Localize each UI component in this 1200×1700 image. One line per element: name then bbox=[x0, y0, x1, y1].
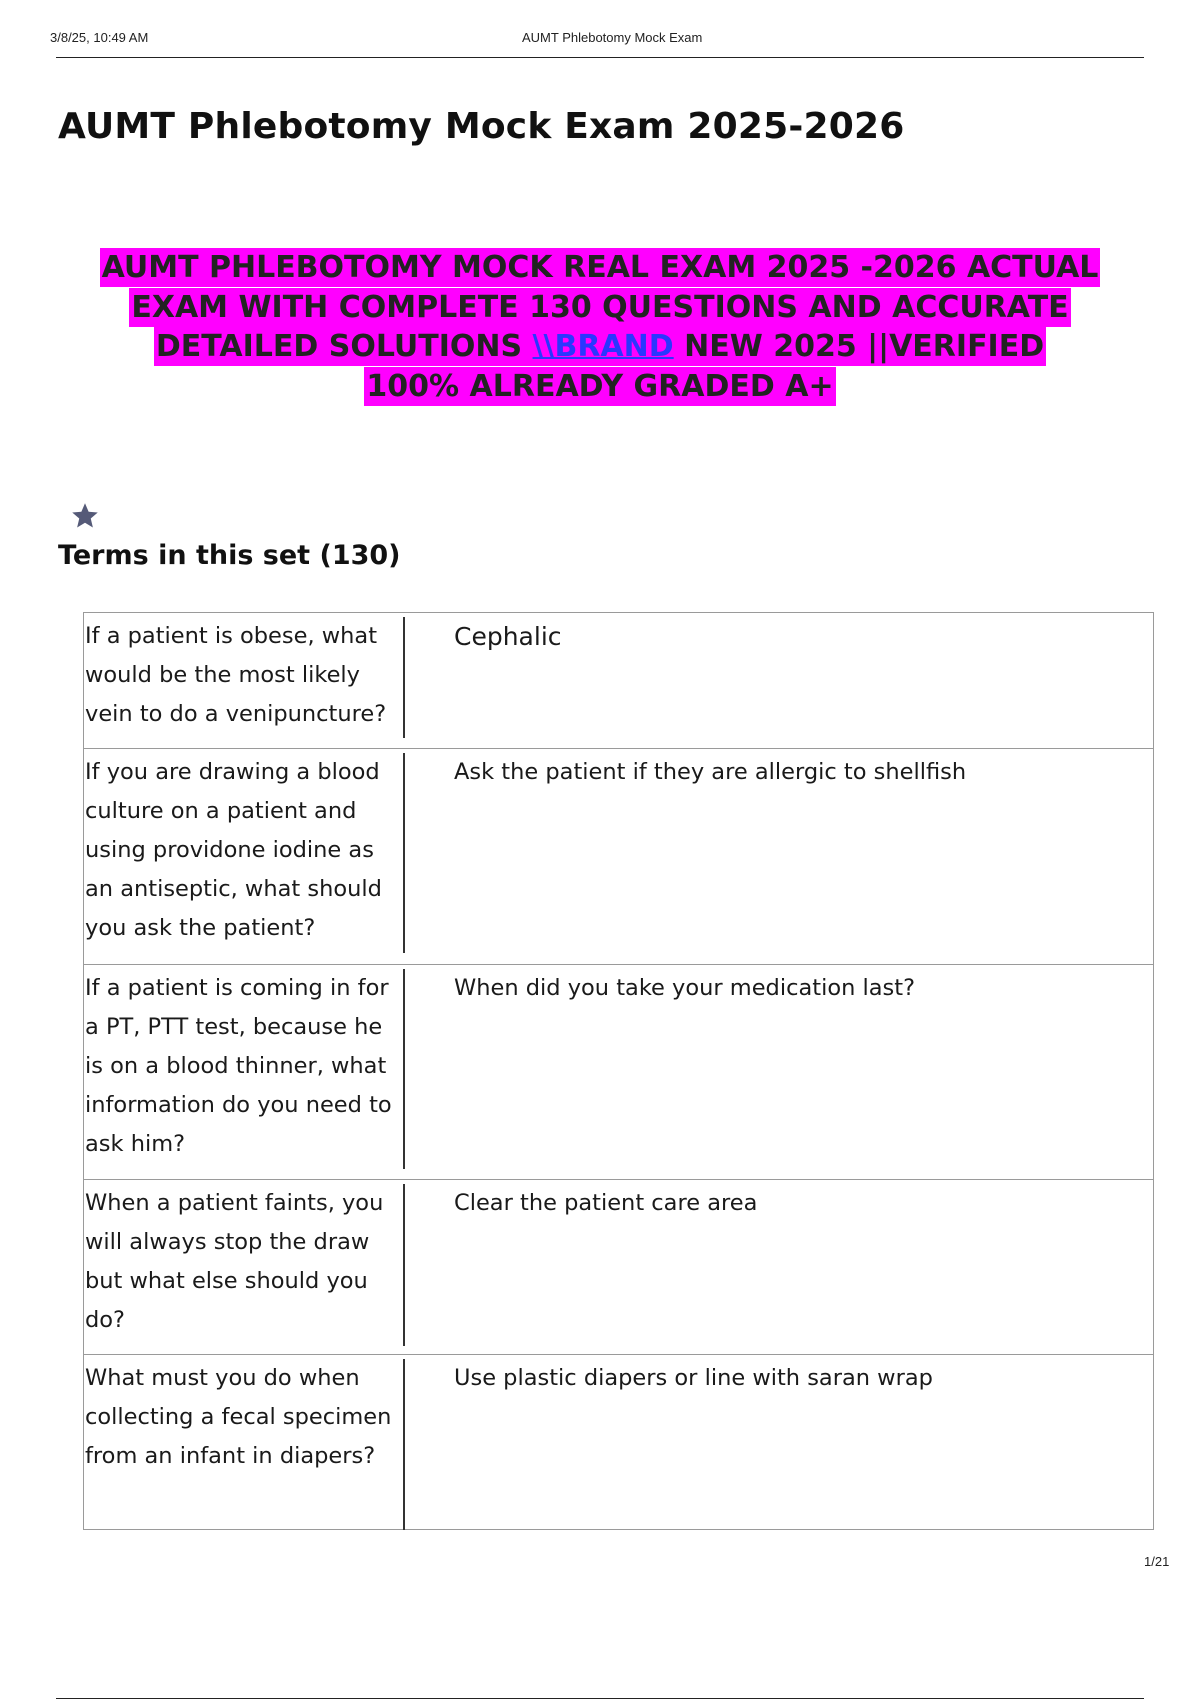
term-row bbox=[84, 748, 1153, 964]
footer-rule bbox=[56, 1698, 1144, 1699]
term-answer: Clear the patient care area bbox=[454, 1190, 758, 1216]
banner-line-3 bbox=[154, 327, 1046, 366]
term-answer: Ask the patient if they are allergic to shellfish bbox=[454, 759, 967, 785]
term-row bbox=[84, 964, 1153, 1179]
term-row bbox=[84, 1179, 1153, 1354]
banner-line-2: EXAM WITH COMPLETE 130 QUESTIONS AND ACCURATE bbox=[131, 289, 1069, 325]
print-date: 3/8/25, 10:49 AM bbox=[50, 30, 149, 45]
term-answer: Cephalic bbox=[454, 622, 562, 651]
header-rule bbox=[56, 57, 1144, 58]
terms-heading: Terms in this set (130) bbox=[58, 540, 401, 571]
highlighted-banner bbox=[52, 248, 1148, 406]
page-number: 1/21 bbox=[1144, 1554, 1170, 1569]
term-answer: Use plastic diapers or line with saran wrap bbox=[454, 1365, 933, 1391]
term-question: When a patient faints, you will always stop the draw but what else should you do? bbox=[85, 1184, 405, 1346]
term-question: If you are drawing a blood culture on a patient and using providone iodine as an antiseptic, what should you ask the patient? bbox=[85, 753, 405, 953]
print-header bbox=[50, 30, 1140, 50]
term-question: If a patient is obese, what would be the most likely vein to do a venipuncture? bbox=[85, 617, 405, 738]
banner-line-3-start: DETAILED SOLUTIONS bbox=[155, 329, 533, 364]
term-answer: When did you take your medication last? bbox=[454, 975, 916, 1001]
term-question: What must you do when collecting a fecal specimen from an infant in diapers? bbox=[85, 1359, 405, 1530]
banner-line-3-end: NEW 2025 ||VERIFIED bbox=[673, 329, 1045, 364]
page-title: AUMT Phlebotomy Mock Exam 2025-2026 bbox=[58, 106, 905, 147]
term-row bbox=[84, 1354, 1153, 1529]
terms-table bbox=[83, 612, 1154, 1530]
banner-line-4: 100% ALREADY GRADED A+ bbox=[366, 368, 834, 404]
star-icon[interactable] bbox=[70, 501, 100, 531]
brand-link[interactable]: \\BRAND bbox=[532, 329, 674, 364]
term-row bbox=[84, 613, 1153, 748]
banner-line-1: AUMT PHLEBOTOMY MOCK REAL EXAM 2025 -2026 ACTUAL bbox=[101, 250, 1099, 285]
print-title: AUMT Phlebotomy Mock Exam bbox=[522, 30, 703, 45]
term-question: If a patient is coming in for a PT, PTT test, because he is on a blood thinner, what information do you need to ask him? bbox=[85, 969, 405, 1169]
